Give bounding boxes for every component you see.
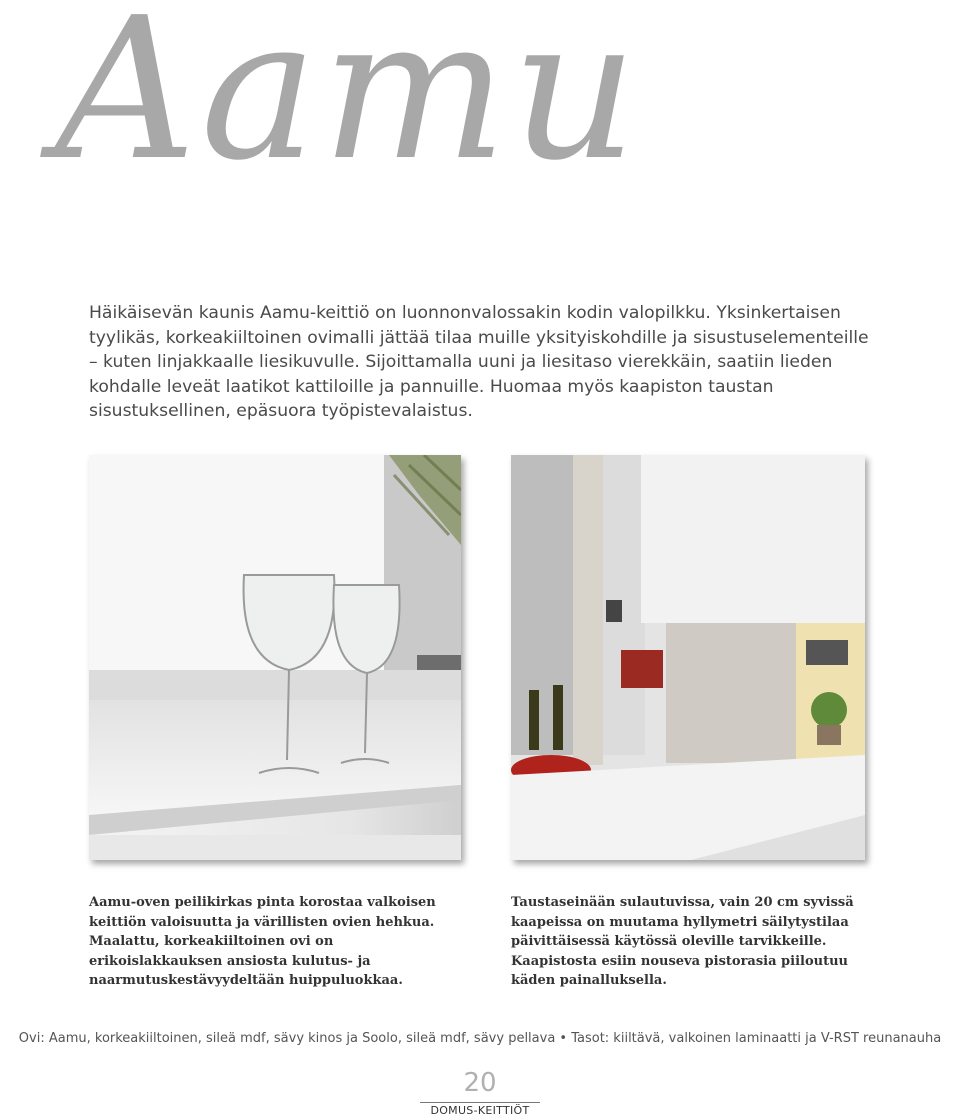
shelf-cabinet-image bbox=[511, 455, 865, 860]
page-title: Aamu bbox=[55, 0, 642, 204]
photo-shelf-cabinet bbox=[511, 455, 865, 860]
caption-right: Taustaseinään sulautuvissa, vain 20 cm syvissä kaapeissa on muutama hyllymetri säilytystilaa päivittäisessä käytössä oleville tarvikkeille. Kaapistosta esiin nouseva pistorasia piiloutuu käden painalluksella. bbox=[511, 895, 854, 988]
product-specs: Ovi: Aamu, korkeakiiltoinen, sileä mdf, sävy kinos ja Soolo, sileä mdf, sävy pellava • Tasot: kiiltävä, valkoinen laminaatti ja V-RST reunanauha bbox=[18, 1031, 942, 1046]
page-number: 20 bbox=[463, 1068, 497, 1098]
brand-name: DOMUS-KEITTIÖT bbox=[420, 1102, 540, 1117]
caption-left: Aamu-oven peilikirkas pinta korostaa valkoisen keittiön valoisuutta ja värillisten ovien hehkua. Maalattu, korkeakiiltoinen ovi on erikoislakkauksen ansiosta kulutus- ja naarmutuskestävyydeltään huippuluokkaa. bbox=[89, 895, 436, 988]
photo-wine-glasses bbox=[89, 455, 461, 860]
wine-glasses-image bbox=[89, 455, 461, 860]
intro-paragraph: Häikäisevän kaunis Aamu-keittiö on luonnonvalossakin kodin valopilkku. Yksinkertaisen tyylikäs, korkeakiiltoinen ovimalli jättää tilaa muille yksityiskohdille ja sisustuselementeille – kuten linjakkaalle liesikuvulle. Sijoittamalla uuni ja liesitaso vierekkäin, saatiin lieden kohdalle leveät laatikot kattiloille ja pannuille. Huomaa myös kaapiston taustan sisustuksellinen, epäsuora työpistevalaistus. bbox=[89, 303, 869, 421]
